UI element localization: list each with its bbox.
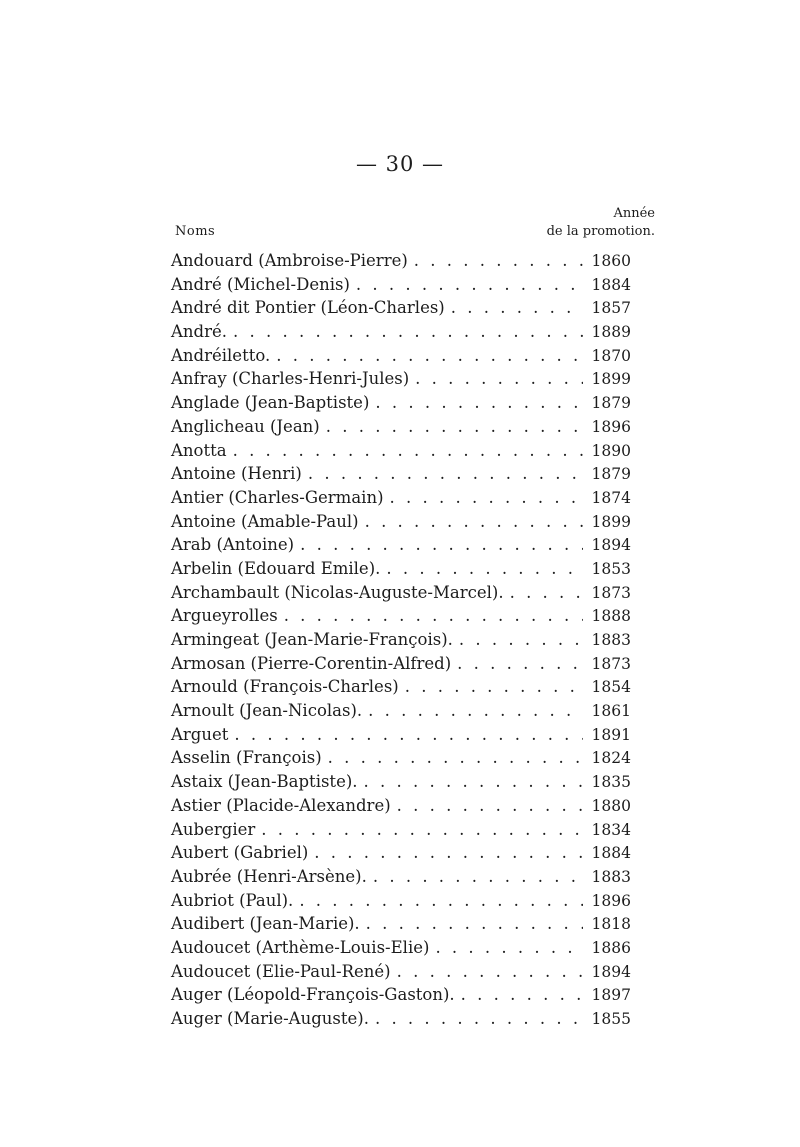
dot-leader (510, 581, 583, 605)
list-item (171, 249, 631, 273)
entry-year: 1879 (591, 465, 631, 484)
list-item (171, 889, 631, 913)
dot-leader (356, 273, 583, 297)
list-item (171, 794, 631, 818)
dot-leader (284, 604, 583, 628)
entry-year: 1873 (591, 583, 631, 602)
entry-year: 1870 (591, 346, 631, 365)
list-item (171, 865, 631, 889)
list-item (171, 936, 631, 960)
list-item (171, 841, 631, 865)
dot-leader (457, 652, 583, 676)
entry-name: Antoine (Amable-Paul) (171, 511, 359, 531)
dot-leader (299, 889, 583, 913)
dot-leader (300, 533, 583, 557)
entry-name: Astier (Placide-Alexandre) (171, 795, 391, 815)
entry-year: 1854 (591, 678, 631, 697)
entry-year: 1899 (591, 512, 631, 531)
entry-name: Aubriot (Paul). (171, 890, 294, 910)
list-item (171, 391, 631, 415)
entry-year: 1824 (591, 749, 631, 768)
page-number: — 30 — (355, 152, 445, 176)
entry-name: Andouard (Ambroise-Pierre) (171, 251, 408, 270)
entry-name: André dit Pontier (Léon-Charles) (171, 298, 445, 318)
dot-leader (375, 1007, 583, 1031)
list-item (171, 320, 631, 344)
entry-year: 1888 (591, 607, 631, 626)
entry-name: Audibert (Jean-Marie). (171, 914, 360, 934)
list-item (171, 415, 631, 439)
dot-leader (461, 983, 583, 1007)
dot-leader (233, 439, 583, 463)
entry-name: Anotta (171, 440, 227, 460)
entry-name: Antoine (Henri) (171, 464, 302, 484)
list-item (171, 723, 631, 747)
entry-name: Andréiletto. (171, 345, 271, 365)
entry-name: Arbelin (Edouard Emile). (171, 558, 381, 578)
list-item (171, 439, 631, 463)
dot-leader (386, 557, 583, 581)
column-header-year (545, 205, 655, 241)
dot-leader (451, 296, 583, 320)
entry-year: 1874 (591, 488, 631, 507)
entry-name: Archambault (Nicolas-Auguste-Marcel). (171, 582, 504, 602)
dot-leader (261, 818, 583, 842)
dot-leader (366, 912, 583, 936)
dot-leader (373, 865, 583, 889)
entry-name: Asselin (François) (171, 748, 322, 768)
entry-year: 1884 (591, 275, 631, 294)
entry-name: Aubergier (171, 819, 256, 839)
dot-leader (414, 249, 583, 273)
entry-year: 1835 (591, 773, 631, 792)
entry-year: 1860 (591, 252, 631, 270)
entry-year: 1853 (591, 559, 631, 578)
entry-name: Arnould (François-Charles) (171, 677, 399, 697)
dot-leader (415, 367, 583, 391)
entry-year: 1890 (591, 441, 631, 460)
entry-year: 1897 (591, 986, 631, 1005)
entry-year: 1889 (591, 323, 631, 342)
list-item (171, 486, 631, 510)
entry-name: Audoucet (Elie-Paul-René) (171, 961, 391, 981)
entry-name: Astaix (Jean-Baptiste). (171, 772, 358, 792)
list-item (171, 1007, 631, 1031)
list-item (171, 273, 631, 297)
entry-year: 1857 (591, 299, 631, 318)
entry-year: 1855 (591, 1010, 631, 1028)
dot-leader (405, 675, 583, 699)
entry-year: 1873 (591, 654, 631, 673)
entry-name: Anfray (Charles-Henri-Jules) (171, 369, 410, 389)
dot-leader (234, 723, 583, 747)
entry-name: Armingeat (Jean-Marie-François). (171, 630, 453, 649)
list-item (171, 367, 631, 391)
entry-year: 1886 (591, 938, 631, 957)
entry-name: Argueyrolles (171, 606, 278, 626)
column-header-year-line1: Année (613, 206, 655, 221)
entry-year: 1884 (591, 844, 631, 863)
entry-name: Armosan (Pierre-Corentin-Alfred) (171, 653, 452, 673)
column-header-names: Noms (175, 224, 216, 239)
entry-name: Aubert (Gabriel) (171, 843, 309, 863)
list-item (171, 462, 631, 486)
list-item (171, 604, 631, 628)
list-item (171, 344, 631, 368)
column-header-year-line2: de la promotion. (546, 224, 655, 239)
entry-year: 1880 (591, 796, 631, 815)
list-item (171, 746, 631, 770)
entry-name: André. (171, 322, 228, 342)
list-item (171, 983, 631, 1007)
entry-name: Antier (Charles-Germain) (171, 487, 384, 507)
list-item (171, 652, 631, 676)
entry-year: 1879 (591, 394, 631, 413)
entry-year: 1894 (591, 962, 631, 981)
dot-leader (459, 628, 583, 652)
dot-leader (328, 746, 583, 770)
promotion-list (171, 249, 631, 1031)
list-item (171, 296, 631, 320)
entry-name: Arab (Antoine) (171, 535, 295, 555)
entry-year: 1883 (591, 867, 631, 886)
entry-name: Arnoult (Jean-Nicolas). (171, 701, 363, 721)
dot-leader (276, 344, 583, 368)
entry-year: 1834 (591, 820, 631, 839)
list-item (171, 533, 631, 557)
dot-leader (368, 699, 583, 723)
entry-name: Arguet (171, 724, 229, 744)
list-item (171, 912, 631, 936)
list-item (171, 699, 631, 723)
list-item (171, 581, 631, 605)
entry-name: Anglicheau (Jean) (171, 416, 320, 436)
dot-leader (326, 415, 583, 439)
dot-leader (435, 936, 583, 960)
dot-leader (314, 841, 583, 865)
dot-leader (364, 770, 583, 794)
entry-name: Auger (Léopold-François-Gaston). (171, 985, 455, 1005)
list-item (171, 960, 631, 984)
entry-year: 1894 (591, 536, 631, 555)
list-item (171, 628, 631, 652)
entry-name: Auger (Marie-Auguste). (171, 1009, 369, 1028)
entry-year: 1896 (591, 891, 631, 910)
dot-leader (375, 391, 583, 415)
entry-name: Aubrée (Henri-Arsène). (171, 866, 367, 886)
entry-year: 1896 (591, 417, 631, 436)
dot-leader (397, 960, 583, 984)
dot-leader (308, 462, 583, 486)
entry-year: 1861 (591, 702, 631, 721)
list-item (171, 818, 631, 842)
dot-leader (390, 486, 583, 510)
list-item (171, 675, 631, 699)
entry-name: Audoucet (Arthème-Louis-Elie) (171, 937, 430, 957)
list-item (171, 557, 631, 581)
list-item (171, 770, 631, 794)
entry-year: 1899 (591, 370, 631, 389)
dot-leader (233, 320, 583, 344)
entry-name: André (Michel-Denis) (171, 274, 350, 294)
dot-leader (365, 510, 583, 534)
entry-name: Anglade (Jean-Baptiste) (171, 393, 370, 413)
list-item (171, 510, 631, 534)
entry-year: 1891 (591, 725, 631, 744)
dot-leader (397, 794, 583, 818)
entry-year: 1818 (591, 915, 631, 934)
entry-year: 1883 (591, 631, 631, 649)
